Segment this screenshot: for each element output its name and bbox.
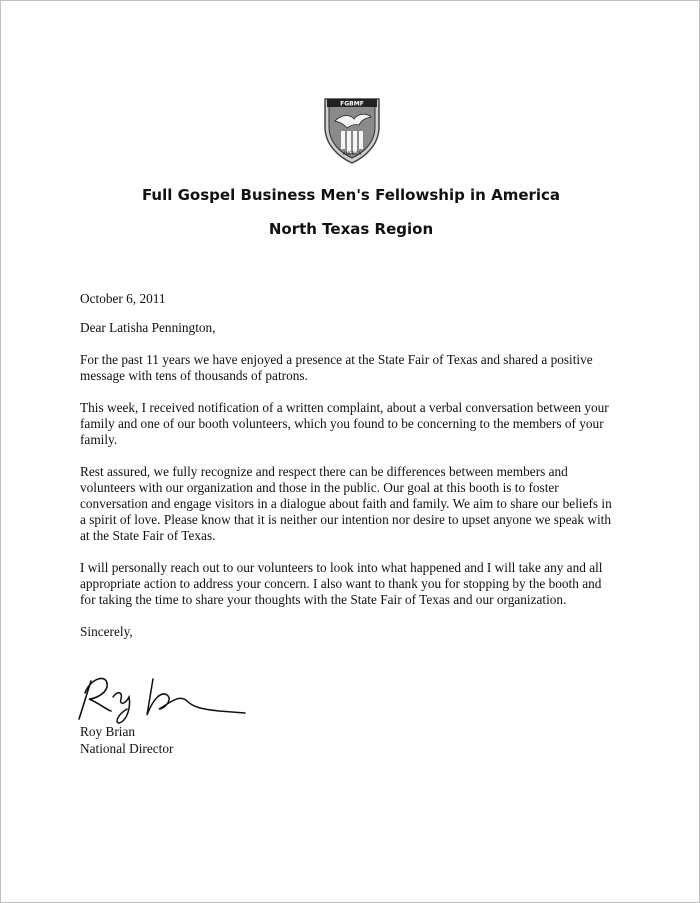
paragraph-3: Rest assured, we fully recognize and respect there can be differences between members and volunteers with our organization and those in the public. Our goal at this booth is to foster conversation and engage visitors in a dialogue about faith and family. We aim to share our beliefs in a spirit of love. Please know that it is neither our intention nor desire to upset anyone we speak with at the State Fair of Texas. <box>80 464 612 543</box>
signer-name: Roy Brian <box>80 724 136 739</box>
salutation: Dear Latisha Pennington, <box>80 320 216 335</box>
paragraph-2: This week, I received notification of a written complaint, about a verbal conversation between your family and one of our booth volunteers, which you found to be concerning to the members of your family. <box>80 400 609 447</box>
signer-block <box>80 723 173 757</box>
handwritten-signature-icon <box>69 663 249 725</box>
fgbmfi-shield-logo-icon <box>321 93 383 165</box>
letter-date: October 6, 2011 <box>80 291 166 306</box>
paragraph-4: I will personally reach out to our volunteers to look into what happened and I will take any and all appropriate action to address your concern. I also want to thank you for stopping by the booth and for taking the time to share your thoughts with the State Fair of Texas and our organization. <box>80 560 603 607</box>
signer-title: National Director <box>80 741 174 756</box>
region-title: North Texas Region <box>268 220 434 238</box>
letter-body <box>80 291 620 656</box>
organization-title: Full Gospel Business Men's Fellowship in America <box>141 186 561 204</box>
closing: Sincerely, <box>80 624 133 639</box>
svg-text:FGBMF: FGBMF <box>340 100 364 108</box>
svg-text:AMERICA: AMERICA <box>342 151 362 156</box>
paragraph-1: For the past 11 years we have enjoyed a presence at the State Fair of Texas and shared a positive message with tens of thousands of patrons. <box>80 352 593 383</box>
